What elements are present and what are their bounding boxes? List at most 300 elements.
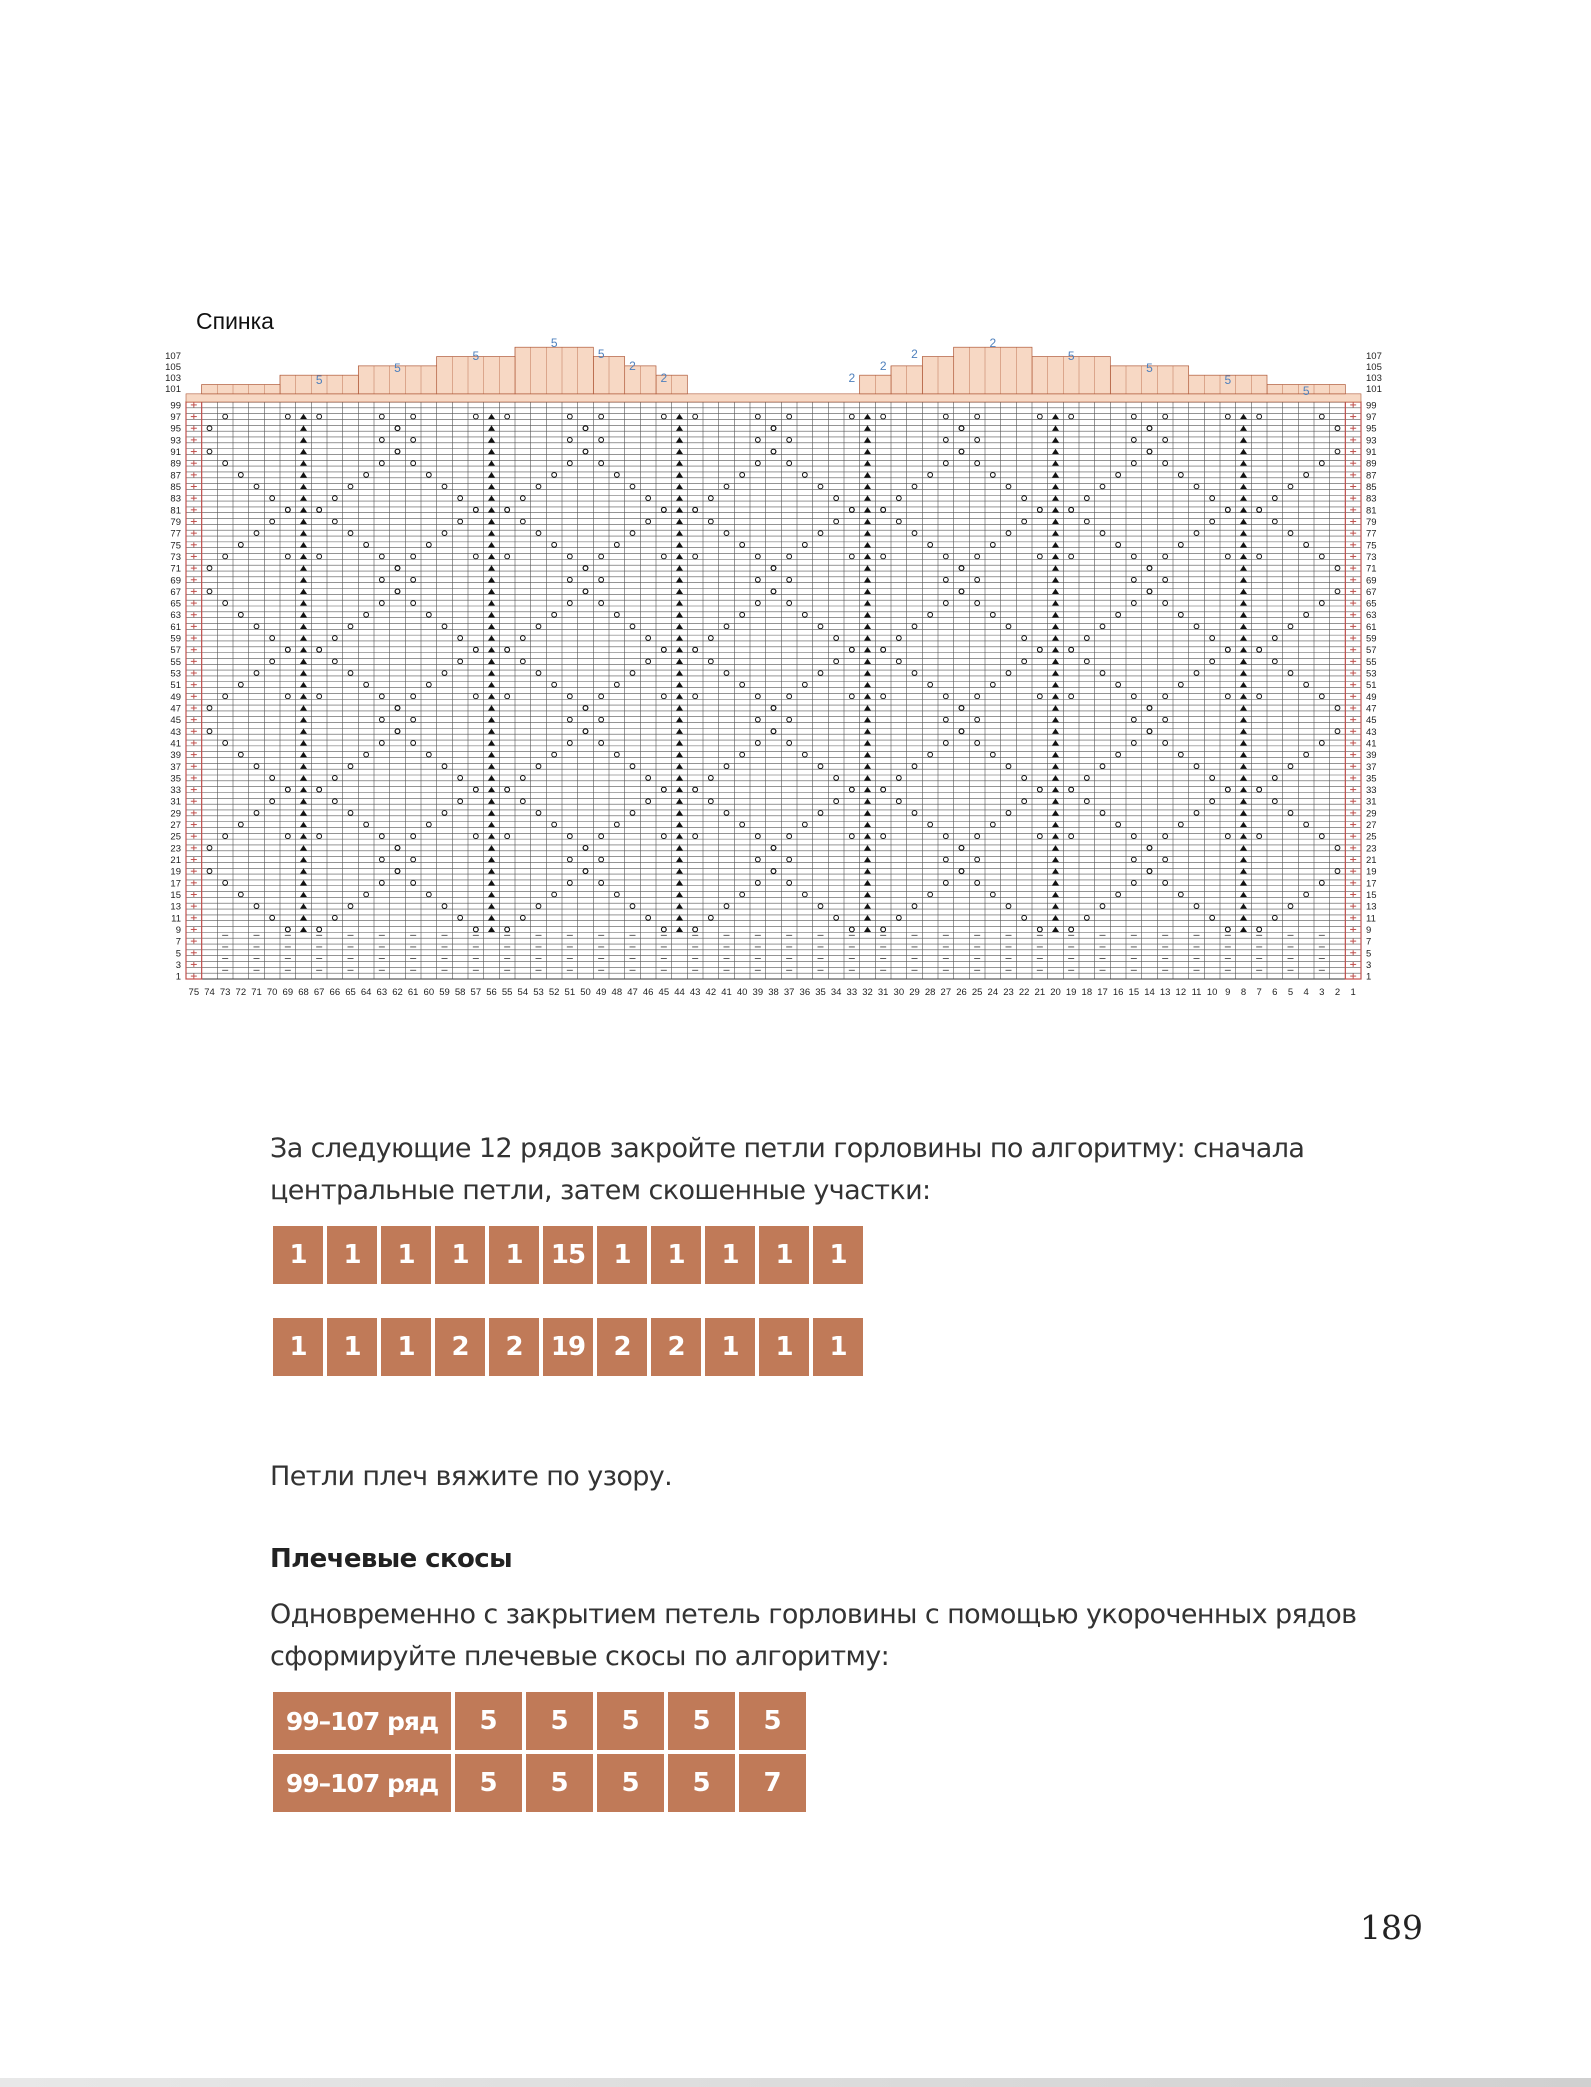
yarn-over-symbol: [1131, 741, 1136, 746]
decrease-symbol: [1240, 449, 1247, 454]
svg-text:39: 39: [170, 750, 181, 762]
decrease-symbol: [676, 694, 683, 699]
yarn-over-symbol: [708, 776, 713, 781]
yarn-over-symbol: [646, 659, 651, 664]
yarn-over-symbol: [1335, 589, 1340, 594]
svg-text:38: 38: [768, 987, 779, 998]
decrease-symbol: [1240, 717, 1247, 722]
neck-cell: 1: [327, 1318, 377, 1376]
svg-text:8: 8: [1240, 987, 1247, 998]
decrease-symbol: [676, 728, 683, 733]
decrease-symbol: [1240, 880, 1247, 885]
yarn-over-symbol: [1147, 589, 1152, 594]
yarn-over-symbol: [771, 869, 776, 874]
svg-text:15: 15: [1128, 987, 1140, 998]
yarn-over-symbol: [223, 601, 228, 606]
svg-text:71: 71: [170, 563, 181, 575]
svg-text:95: 95: [1366, 423, 1377, 435]
neck-cell: 1: [381, 1318, 431, 1376]
yarn-over-symbol: [771, 729, 776, 734]
yarn-over-symbol: [849, 694, 854, 699]
yarn-over-symbol: [787, 717, 792, 722]
decrease-symbol: [488, 694, 495, 699]
yarn-over-symbol: [332, 915, 337, 920]
yarn-over-symbol: [724, 484, 729, 489]
yarn-over-symbol: [1022, 915, 1027, 920]
yarn-over-symbol: [990, 752, 995, 757]
svg-text:15: 15: [1366, 889, 1377, 901]
decrease-symbol: [1052, 833, 1059, 838]
decrease-symbol: [864, 705, 871, 710]
decrease-symbol: [676, 927, 683, 932]
yarn-over-symbol: [990, 682, 995, 687]
yarn-over-symbol: [599, 437, 604, 442]
yarn-over-symbol: [724, 810, 729, 815]
svg-text:56: 56: [486, 987, 497, 998]
yarn-over-symbol: [975, 880, 980, 885]
svg-text:77: 77: [170, 528, 181, 540]
svg-text:57: 57: [170, 645, 181, 657]
svg-text:99: 99: [1366, 400, 1377, 412]
svg-text:37: 37: [170, 761, 181, 773]
decrease-symbol: [1240, 740, 1247, 745]
yarn-over-symbol: [614, 612, 619, 617]
neck-cell: 2: [435, 1318, 485, 1376]
svg-text:101: 101: [165, 383, 181, 395]
yarn-over-symbol: [661, 834, 666, 839]
yarn-over-symbol: [1178, 542, 1183, 547]
yarn-over-symbol: [379, 461, 384, 466]
yarn-over-symbol: [207, 589, 212, 594]
yarn-over-symbol: [630, 904, 635, 909]
knitting-chart: [0, 0, 1591, 1020]
decrease-symbol: [1052, 530, 1059, 535]
yarn-over-symbol: [238, 682, 243, 687]
decrease-symbol: [1052, 880, 1059, 885]
yarn-over-symbol: [567, 461, 572, 466]
yarn-over-symbol: [1022, 799, 1027, 804]
yarn-over-symbol: [1116, 682, 1121, 687]
yarn-over-symbol: [207, 449, 212, 454]
svg-text:85: 85: [1366, 482, 1377, 494]
yarn-over-symbol: [332, 496, 337, 501]
decrease-symbol: [864, 775, 871, 780]
yarn-over-symbol: [818, 904, 823, 909]
yarn-over-symbol: [818, 484, 823, 489]
yarn-over-symbol: [395, 729, 400, 734]
yarn-over-symbol: [771, 426, 776, 431]
decrease-symbol: [1052, 892, 1059, 897]
yarn-over-symbol: [975, 857, 980, 862]
yarn-over-symbol: [1006, 764, 1011, 769]
yarn-over-symbol: [787, 437, 792, 442]
yarn-over-symbol: [787, 461, 792, 466]
yarn-over-symbol: [238, 752, 243, 757]
yarn-over-symbol: [1147, 729, 1152, 734]
svg-text:10: 10: [1206, 987, 1218, 998]
yarn-over-symbol: [1335, 566, 1340, 571]
yarn-over-symbol: [912, 764, 917, 769]
decrease-symbol: [300, 798, 307, 803]
yarn-over-symbol: [411, 577, 416, 582]
svg-text:93: 93: [1366, 435, 1377, 447]
decrease-symbol: [300, 659, 307, 664]
yarn-over-symbol: [1163, 741, 1168, 746]
svg-text:23: 23: [1003, 987, 1014, 998]
yarn-over-symbol: [614, 752, 619, 757]
decrease-symbol: [300, 600, 307, 605]
decrease-symbol: [1052, 484, 1059, 489]
decrease-symbol: [864, 507, 871, 512]
yarn-over-symbol: [818, 671, 823, 676]
yarn-over-symbol: [552, 682, 557, 687]
yarn-over-symbol: [896, 915, 901, 920]
svg-text:97: 97: [1366, 412, 1377, 424]
svg-text:39: 39: [1366, 750, 1377, 762]
svg-text:3: 3: [175, 959, 181, 971]
yarn-over-symbol: [802, 682, 807, 687]
decrease-symbol: [1240, 612, 1247, 617]
decrease-symbol: [300, 775, 307, 780]
decrease-symbol: [488, 682, 495, 687]
decrease-symbol: [1052, 425, 1059, 430]
svg-text:43: 43: [689, 987, 701, 998]
decrease-symbol: [1052, 915, 1059, 920]
decrease-symbol: [1240, 530, 1247, 535]
yarn-over-symbol: [379, 694, 384, 699]
shoulder-cell: 5: [526, 1692, 593, 1750]
svg-text:101: 101: [1366, 383, 1382, 395]
yarn-over-symbol: [317, 647, 322, 652]
yarn-over-symbol: [1084, 659, 1089, 664]
yarn-over-symbol: [975, 717, 980, 722]
yarn-over-symbol: [1147, 426, 1152, 431]
yarn-over-symbol: [740, 892, 745, 897]
yarn-over-symbol: [583, 869, 588, 874]
svg-text:58: 58: [454, 987, 466, 998]
decrease-symbol: [864, 892, 871, 897]
yarn-over-symbol: [379, 857, 384, 862]
svg-text:14: 14: [1144, 987, 1155, 998]
yarn-over-symbol: [881, 507, 886, 512]
yarn-over-symbol: [614, 472, 619, 477]
yarn-over-symbol: [1304, 892, 1309, 897]
yarn-over-symbol: [818, 624, 823, 629]
yarn-over-symbol: [1194, 484, 1199, 489]
decrease-symbol: [1240, 484, 1247, 489]
yarn-over-symbol: [959, 566, 964, 571]
yarn-over-symbol: [943, 834, 948, 839]
yarn-over-symbol: [379, 554, 384, 559]
svg-text:17: 17: [1097, 987, 1108, 998]
svg-text:95: 95: [170, 423, 181, 435]
yarn-over-symbol: [959, 706, 964, 711]
yarn-over-symbol: [1037, 834, 1042, 839]
decrease-symbol: [300, 472, 307, 477]
yarn-over-symbol: [270, 776, 275, 781]
decrease-symbol: [676, 868, 683, 873]
decrease-symbol: [1052, 635, 1059, 640]
yarn-over-symbol: [912, 624, 917, 629]
svg-text:33: 33: [846, 987, 858, 998]
yarn-over-symbol: [379, 577, 384, 582]
decrease-symbol: [1052, 682, 1059, 687]
yarn-over-symbol: [959, 869, 964, 874]
decrease-symbol: [676, 775, 683, 780]
yarn-over-symbol: [1319, 834, 1324, 839]
decrease-symbol: [488, 845, 495, 850]
yarn-over-symbol: [567, 741, 572, 746]
decrease-symbol: [864, 460, 871, 465]
shoulder-cell: 5: [668, 1692, 735, 1750]
yarn-over-symbol: [1210, 519, 1215, 524]
svg-text:39: 39: [752, 987, 764, 998]
svg-text:33: 33: [1366, 785, 1377, 797]
svg-text:107: 107: [1366, 350, 1382, 362]
shaping-mark: 5: [1224, 373, 1232, 387]
decrease-symbol: [1052, 845, 1059, 850]
svg-text:55: 55: [170, 656, 181, 668]
svg-text:9: 9: [1366, 924, 1372, 936]
shaping-mark: 5: [472, 349, 480, 363]
yarn-over-symbol: [990, 892, 995, 897]
yarn-over-symbol: [426, 822, 431, 827]
decrease-symbol: [676, 635, 683, 640]
svg-text:6: 6: [1272, 987, 1278, 998]
yarn-over-symbol: [207, 566, 212, 571]
decrease-symbol: [676, 530, 683, 535]
decrease-symbol: [864, 495, 871, 500]
yarn-over-symbol: [896, 496, 901, 501]
yarn-over-symbol: [1304, 752, 1309, 757]
yarn-over-symbol: [1288, 764, 1293, 769]
yarn-over-symbol: [1163, 601, 1168, 606]
decrease-symbol: [1052, 705, 1059, 710]
yarn-over-symbol: [442, 904, 447, 909]
yarn-over-symbol: [724, 764, 729, 769]
yarn-over-symbol: [1288, 671, 1293, 676]
decrease-symbol: [1052, 577, 1059, 582]
yarn-over-symbol: [975, 601, 980, 606]
decrease-symbol: [300, 565, 307, 570]
svg-text:83: 83: [1366, 493, 1377, 505]
yarn-over-symbol: [411, 834, 416, 839]
decrease-symbol: [1052, 927, 1059, 932]
decrease-symbol: [1240, 507, 1247, 512]
yarn-over-symbol: [442, 531, 447, 536]
yarn-over-symbol: [583, 589, 588, 594]
decrease-symbol: [488, 752, 495, 757]
yarn-over-symbol: [254, 624, 259, 629]
svg-text:7: 7: [1366, 936, 1372, 948]
decrease-symbol: [300, 542, 307, 547]
yarn-over-symbol: [1022, 519, 1027, 524]
decrease-symbol: [1052, 868, 1059, 873]
yarn-over-symbol: [755, 834, 760, 839]
yarn-over-symbol: [755, 414, 760, 419]
yarn-over-symbol: [520, 776, 525, 781]
yarn-over-symbol: [755, 601, 760, 606]
yarn-over-symbol: [630, 531, 635, 536]
decrease-symbol: [300, 694, 307, 699]
svg-text:71: 71: [251, 987, 262, 998]
yarn-over-symbol: [1084, 636, 1089, 641]
decrease-symbol: [300, 425, 307, 430]
svg-text:77: 77: [1366, 528, 1377, 540]
decrease-symbol: [300, 705, 307, 710]
yarn-over-symbol: [364, 612, 369, 617]
yarn-over-symbol: [802, 892, 807, 897]
yarn-over-symbol: [285, 647, 290, 652]
yarn-over-symbol: [1147, 449, 1152, 454]
decrease-symbol: [488, 495, 495, 500]
svg-text:79: 79: [170, 516, 181, 528]
svg-text:17: 17: [170, 878, 181, 890]
yarn-over-symbol: [708, 799, 713, 804]
yarn-over-symbol: [834, 776, 839, 781]
neck-cell: 19: [543, 1318, 593, 1376]
svg-text:65: 65: [170, 598, 181, 610]
svg-text:41: 41: [1366, 738, 1377, 750]
yarn-over-symbol: [442, 624, 447, 629]
yarn-over-symbol: [1084, 776, 1089, 781]
decrease-symbol: [488, 903, 495, 908]
decrease-symbol: [1240, 822, 1247, 827]
yarn-over-symbol: [395, 566, 400, 571]
svg-text:71: 71: [1366, 563, 1377, 575]
yarn-over-symbol: [1116, 752, 1121, 757]
svg-text:59: 59: [170, 633, 181, 645]
svg-text:25: 25: [1366, 831, 1377, 843]
svg-text:27: 27: [940, 987, 952, 998]
yarn-over-symbol: [317, 507, 322, 512]
yarn-over-symbol: [771, 449, 776, 454]
decrease-symbol: [864, 787, 871, 792]
yarn-over-symbol: [238, 472, 243, 477]
yarn-over-symbol: [818, 531, 823, 536]
svg-text:19: 19: [1065, 987, 1077, 998]
yarn-over-symbol: [599, 741, 604, 746]
yarn-over-symbol: [661, 647, 666, 652]
yarn-over-symbol: [1210, 636, 1215, 641]
yarn-over-symbol: [583, 566, 588, 571]
shoulder-note: Петли плеч вяжите по узору.: [270, 1461, 673, 1492]
decrease-symbol: [300, 507, 307, 512]
yarn-over-symbol: [332, 799, 337, 804]
decrease-symbol: [864, 682, 871, 687]
decrease-symbol: [300, 740, 307, 745]
decrease-symbol: [300, 414, 307, 419]
decrease-symbol: [488, 740, 495, 745]
svg-text:13: 13: [170, 901, 181, 913]
svg-text:69: 69: [282, 987, 294, 998]
yarn-over-symbol: [849, 554, 854, 559]
yarn-over-symbol: [1319, 601, 1324, 606]
yarn-over-symbol: [411, 601, 416, 606]
svg-text:45: 45: [658, 987, 670, 998]
yarn-over-symbol: [599, 880, 604, 885]
yarn-over-symbol: [207, 845, 212, 850]
decrease-symbol: [1240, 589, 1247, 594]
yarn-over-symbol: [1163, 554, 1168, 559]
decrease-symbol: [1240, 670, 1247, 675]
yarn-over-symbol: [473, 647, 478, 652]
yarn-over-symbol: [755, 437, 760, 442]
decrease-symbol: [488, 565, 495, 570]
svg-text:34: 34: [830, 987, 842, 998]
decrease-symbol: [676, 484, 683, 489]
svg-text:2: 2: [1334, 987, 1341, 998]
yarn-over-symbol: [646, 915, 651, 920]
svg-text:51: 51: [170, 680, 181, 692]
yarn-over-symbol: [975, 834, 980, 839]
svg-text:44: 44: [674, 987, 685, 998]
yarn-over-symbol: [536, 810, 541, 815]
svg-text:70: 70: [266, 987, 278, 998]
yarn-over-symbol: [975, 554, 980, 559]
yarn-over-symbol: [317, 834, 322, 839]
decrease-symbol: [676, 495, 683, 500]
yarn-over-symbol: [928, 752, 933, 757]
decrease-symbol: [300, 833, 307, 838]
yarn-over-symbol: [1069, 507, 1074, 512]
yarn-over-symbol: [411, 880, 416, 885]
yarn-over-symbol: [317, 787, 322, 792]
yarn-over-symbol: [520, 496, 525, 501]
yarn-over-symbol: [473, 834, 478, 839]
yarn-over-symbol: [583, 845, 588, 850]
decrease-symbol: [300, 728, 307, 733]
neck-cell: 1: [705, 1226, 755, 1284]
yarn-over-symbol: [395, 706, 400, 711]
decrease-symbol: [676, 437, 683, 442]
shaping-mark: 5: [1302, 384, 1310, 398]
yarn-over-symbol: [223, 554, 228, 559]
decrease-symbol: [1240, 437, 1247, 442]
yarn-over-symbol: [724, 671, 729, 676]
decrease-symbol: [488, 670, 495, 675]
yarn-over-symbol: [411, 554, 416, 559]
decrease-symbol: [300, 763, 307, 768]
decrease-symbol: [488, 822, 495, 827]
decrease-symbol: [1052, 787, 1059, 792]
yarn-over-symbol: [661, 507, 666, 512]
decrease-symbol: [676, 624, 683, 629]
yarn-over-symbol: [896, 659, 901, 664]
shoulder-row-label: 99–107 ряд: [273, 1692, 451, 1750]
decrease-symbol: [864, 647, 871, 652]
decrease-symbol: [300, 915, 307, 920]
yarn-over-symbol: [1319, 554, 1324, 559]
decrease-symbol: [864, 414, 871, 419]
yarn-over-symbol: [505, 927, 510, 932]
yarn-over-symbol: [536, 671, 541, 676]
decrease-symbol: [676, 659, 683, 664]
yarn-over-symbol: [1116, 612, 1121, 617]
yarn-over-symbol: [254, 531, 259, 536]
svg-text:62: 62: [392, 987, 403, 998]
decrease-symbol: [300, 927, 307, 932]
yarn-over-symbol: [426, 542, 431, 547]
yarn-over-symbol: [426, 752, 431, 757]
svg-text:47: 47: [627, 987, 638, 998]
yarn-over-symbol: [990, 612, 995, 617]
svg-text:12: 12: [1175, 987, 1187, 998]
yarn-over-symbol: [223, 834, 228, 839]
yarn-over-symbol: [661, 414, 666, 419]
decrease-symbol: [864, 868, 871, 873]
decrease-symbol: [1240, 694, 1247, 699]
